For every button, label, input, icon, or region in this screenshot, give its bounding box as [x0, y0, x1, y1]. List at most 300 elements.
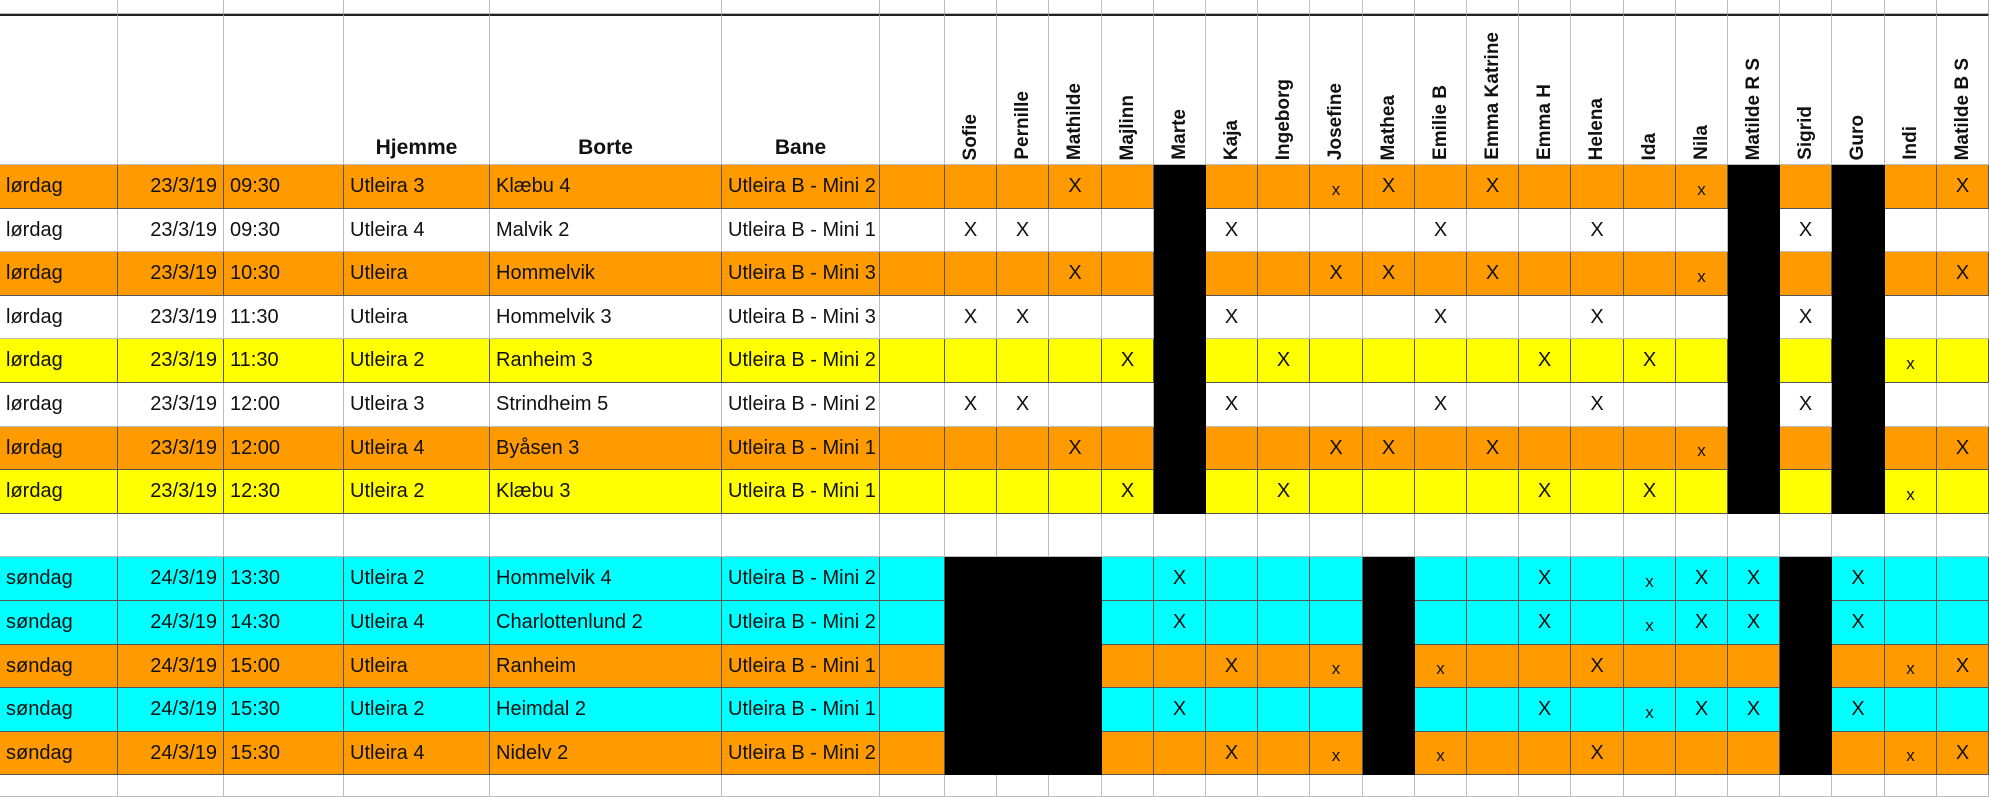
- attendance-cell[interactable]: [1780, 339, 1832, 383]
- away-team-cell[interactable]: [490, 296, 722, 339]
- bottom-gap-cell[interactable]: [1832, 775, 1885, 797]
- attendance-cell[interactable]: [1780, 252, 1832, 296]
- top-gap-cell[interactable]: [1154, 0, 1206, 14]
- attendance-cell[interactable]: [1780, 296, 1832, 339]
- time-cell[interactable]: [224, 339, 344, 383]
- attendance-cell[interactable]: [1363, 252, 1415, 296]
- day-cell[interactable]: [0, 339, 118, 383]
- attendance-cell[interactable]: [1676, 209, 1728, 252]
- attendance-cell[interactable]: [1832, 601, 1885, 645]
- attendance-cell[interactable]: [1519, 383, 1571, 427]
- away-team-cell[interactable]: [490, 209, 722, 252]
- date-cell[interactable]: [118, 470, 224, 514]
- attendance-cell[interactable]: [1676, 296, 1728, 339]
- attendance-cell[interactable]: [945, 252, 997, 296]
- top-gap-cell[interactable]: [997, 0, 1049, 14]
- bottom-gap-cell[interactable]: [1728, 775, 1780, 797]
- attendance-cell[interactable]: [1310, 165, 1363, 209]
- attendance-cell[interactable]: [1676, 427, 1728, 470]
- attendance-cell[interactable]: [1728, 470, 1780, 514]
- attendance-cell[interactable]: [1885, 470, 1937, 514]
- time-cell[interactable]: [224, 427, 344, 470]
- bottom-gap-cell[interactable]: [1102, 775, 1154, 797]
- attendance-cell[interactable]: [1780, 645, 1832, 688]
- spacer-cell[interactable]: [880, 514, 945, 557]
- bottom-gap-cell[interactable]: [1676, 775, 1728, 797]
- attendance-cell[interactable]: [1937, 383, 1989, 427]
- field-cell[interactable]: [722, 209, 880, 252]
- attendance-cell[interactable]: [997, 252, 1049, 296]
- player-header[interactable]: [1728, 14, 1780, 165]
- date-cell[interactable]: [118, 165, 224, 209]
- attendance-cell[interactable]: [1102, 557, 1154, 601]
- attendance-cell[interactable]: [1519, 165, 1571, 209]
- player-header[interactable]: [1310, 14, 1363, 165]
- bottom-gap-cell[interactable]: [1467, 775, 1519, 797]
- attendance-cell[interactable]: [997, 165, 1049, 209]
- player-header[interactable]: [945, 14, 997, 165]
- spacer-cell[interactable]: [880, 296, 945, 339]
- attendance-cell[interactable]: [1049, 645, 1102, 688]
- attendance-cell[interactable]: [1885, 557, 1937, 601]
- attendance-cell[interactable]: [997, 209, 1049, 252]
- date-cell[interactable]: [118, 645, 224, 688]
- attendance-cell[interactable]: [1571, 383, 1624, 427]
- attendance-cell[interactable]: [997, 557, 1049, 601]
- home-team-cell[interactable]: [344, 557, 490, 601]
- attendance-cell[interactable]: [1519, 339, 1571, 383]
- bottom-gap-cell[interactable]: [1154, 775, 1206, 797]
- field-cell[interactable]: [722, 339, 880, 383]
- attendance-cell[interactable]: [1832, 252, 1885, 296]
- bottom-gap-cell[interactable]: [1885, 775, 1937, 797]
- attendance-cell[interactable]: [1728, 209, 1780, 252]
- attendance-cell[interactable]: [945, 688, 997, 732]
- attendance-cell[interactable]: [1102, 470, 1154, 514]
- attendance-cell[interactable]: [1885, 601, 1937, 645]
- top-gap-cell[interactable]: [1624, 0, 1676, 14]
- attendance-cell[interactable]: [1728, 339, 1780, 383]
- day-cell[interactable]: [0, 732, 118, 775]
- bottom-gap-cell[interactable]: [118, 775, 224, 797]
- attendance-cell[interactable]: [1049, 296, 1102, 339]
- attendance-cell[interactable]: [1154, 339, 1206, 383]
- attendance-cell[interactable]: [1310, 209, 1363, 252]
- attendance-cell[interactable]: [1206, 339, 1258, 383]
- attendance-cell[interactable]: [1832, 557, 1885, 601]
- spacer-cell[interactable]: [880, 688, 945, 732]
- attendance-cell[interactable]: [997, 601, 1049, 645]
- player-header[interactable]: [1154, 14, 1206, 165]
- attendance-cell[interactable]: [1415, 645, 1467, 688]
- attendance-cell[interactable]: [1363, 557, 1415, 601]
- attendance-cell[interactable]: [1728, 732, 1780, 775]
- attendance-cell[interactable]: [1258, 470, 1310, 514]
- attendance-cell[interactable]: [1049, 470, 1102, 514]
- attendance-cell[interactable]: [1363, 732, 1415, 775]
- attendance-cell[interactable]: [1258, 252, 1310, 296]
- attendance-cell[interactable]: [1885, 732, 1937, 775]
- attendance-cell[interactable]: [1258, 427, 1310, 470]
- attendance-cell[interactable]: [1519, 427, 1571, 470]
- attendance-cell[interactable]: [1363, 427, 1415, 470]
- attendance-cell[interactable]: [1049, 557, 1102, 601]
- field-cell[interactable]: [722, 252, 880, 296]
- attendance-cell[interactable]: [1049, 688, 1102, 732]
- spacer-cell[interactable]: [880, 427, 945, 470]
- attendance-cell[interactable]: [1780, 165, 1832, 209]
- time-cell[interactable]: [224, 601, 344, 645]
- day-cell[interactable]: [0, 601, 118, 645]
- attendance-cell[interactable]: [1885, 339, 1937, 383]
- spacer-cell[interactable]: [880, 645, 945, 688]
- home-team-cell[interactable]: [344, 645, 490, 688]
- spacer-cell[interactable]: [880, 470, 945, 514]
- home-team-cell[interactable]: [344, 209, 490, 252]
- bottom-gap-cell[interactable]: [1258, 775, 1310, 797]
- attendance-cell[interactable]: [997, 427, 1049, 470]
- attendance-cell[interactable]: [1624, 165, 1676, 209]
- date-cell[interactable]: [118, 339, 224, 383]
- attendance-cell[interactable]: [1937, 296, 1989, 339]
- attendance-cell[interactable]: [1310, 601, 1363, 645]
- attendance-cell[interactable]: [1519, 209, 1571, 252]
- date-cell[interactable]: [118, 514, 224, 557]
- attendance-cell[interactable]: [1415, 427, 1467, 470]
- attendance-cell[interactable]: [1832, 732, 1885, 775]
- attendance-cell[interactable]: [1676, 252, 1728, 296]
- attendance-cell[interactable]: [1258, 339, 1310, 383]
- away-team-cell[interactable]: [490, 645, 722, 688]
- bottom-gap-cell[interactable]: [880, 775, 945, 797]
- time-cell[interactable]: [224, 514, 344, 557]
- day-cell[interactable]: [0, 470, 118, 514]
- attendance-cell[interactable]: [1832, 645, 1885, 688]
- away-team-cell[interactable]: [490, 732, 722, 775]
- attendance-cell[interactable]: [1728, 165, 1780, 209]
- attendance-cell[interactable]: [1415, 165, 1467, 209]
- attendance-cell[interactable]: [1206, 688, 1258, 732]
- attendance-cell[interactable]: [1780, 601, 1832, 645]
- attendance-cell[interactable]: [1885, 209, 1937, 252]
- bottom-gap-cell[interactable]: [1415, 775, 1467, 797]
- attendance-cell[interactable]: [1206, 165, 1258, 209]
- date-cell[interactable]: [118, 688, 224, 732]
- attendance-cell[interactable]: [1519, 645, 1571, 688]
- attendance-cell[interactable]: [1832, 514, 1885, 557]
- attendance-cell[interactable]: [945, 383, 997, 427]
- player-header[interactable]: [1780, 14, 1832, 165]
- attendance-cell[interactable]: [1937, 165, 1989, 209]
- attendance-cell[interactable]: [1676, 470, 1728, 514]
- attendance-cell[interactable]: [1519, 252, 1571, 296]
- time-cell[interactable]: [224, 383, 344, 427]
- attendance-cell[interactable]: [1415, 470, 1467, 514]
- attendance-cell[interactable]: [1676, 339, 1728, 383]
- attendance-cell[interactable]: [945, 514, 997, 557]
- attendance-cell[interactable]: [1885, 427, 1937, 470]
- attendance-cell[interactable]: [1258, 688, 1310, 732]
- player-header[interactable]: [1519, 14, 1571, 165]
- top-gap-cell[interactable]: [1676, 0, 1728, 14]
- attendance-cell[interactable]: [1937, 645, 1989, 688]
- attendance-cell[interactable]: [1102, 339, 1154, 383]
- attendance-cell[interactable]: [1102, 427, 1154, 470]
- attendance-cell[interactable]: [1467, 427, 1519, 470]
- attendance-cell[interactable]: [1728, 383, 1780, 427]
- attendance-cell[interactable]: [1154, 470, 1206, 514]
- top-gap-cell[interactable]: [1885, 0, 1937, 14]
- attendance-cell[interactable]: [1885, 296, 1937, 339]
- attendance-cell[interactable]: [1049, 383, 1102, 427]
- attendance-cell[interactable]: [1519, 514, 1571, 557]
- attendance-cell[interactable]: [1310, 514, 1363, 557]
- attendance-cell[interactable]: [1049, 339, 1102, 383]
- attendance-cell[interactable]: [1519, 470, 1571, 514]
- top-gap-cell[interactable]: [1049, 0, 1102, 14]
- bottom-gap-cell[interactable]: [1571, 775, 1624, 797]
- field-cell[interactable]: [722, 383, 880, 427]
- attendance-cell[interactable]: [945, 339, 997, 383]
- attendance-cell[interactable]: [1676, 645, 1728, 688]
- attendance-cell[interactable]: [1780, 383, 1832, 427]
- bottom-gap-cell[interactable]: [945, 775, 997, 797]
- attendance-cell[interactable]: [1832, 383, 1885, 427]
- attendance-cell[interactable]: [1676, 688, 1728, 732]
- attendance-cell[interactable]: [1363, 165, 1415, 209]
- away-team-cell[interactable]: [490, 427, 722, 470]
- attendance-cell[interactable]: [1832, 688, 1885, 732]
- attendance-cell[interactable]: [1102, 688, 1154, 732]
- date-cell[interactable]: [118, 601, 224, 645]
- attendance-cell[interactable]: [1571, 165, 1624, 209]
- attendance-cell[interactable]: [1258, 601, 1310, 645]
- attendance-cell[interactable]: [1415, 252, 1467, 296]
- home-team-cell[interactable]: [344, 514, 490, 557]
- field-cell[interactable]: [722, 514, 880, 557]
- attendance-cell[interactable]: [1832, 165, 1885, 209]
- attendance-cell[interactable]: [945, 645, 997, 688]
- attendance-cell[interactable]: [1310, 732, 1363, 775]
- attendance-cell[interactable]: [1049, 427, 1102, 470]
- attendance-cell[interactable]: [1154, 732, 1206, 775]
- attendance-cell[interactable]: [1415, 688, 1467, 732]
- header-hjemme[interactable]: [344, 14, 490, 165]
- top-gap-cell[interactable]: [880, 0, 945, 14]
- attendance-cell[interactable]: [1937, 514, 1989, 557]
- attendance-cell[interactable]: [997, 296, 1049, 339]
- bottom-gap-cell[interactable]: [722, 775, 880, 797]
- field-cell[interactable]: [722, 732, 880, 775]
- attendance-cell[interactable]: [1363, 470, 1415, 514]
- attendance-cell[interactable]: [1258, 732, 1310, 775]
- away-team-cell[interactable]: [490, 470, 722, 514]
- header-bane[interactable]: [722, 14, 880, 165]
- field-cell[interactable]: [722, 427, 880, 470]
- top-gap-cell[interactable]: [1780, 0, 1832, 14]
- top-gap-cell[interactable]: [224, 0, 344, 14]
- day-cell[interactable]: [0, 514, 118, 557]
- attendance-cell[interactable]: [1049, 514, 1102, 557]
- attendance-cell[interactable]: [1206, 645, 1258, 688]
- attendance-cell[interactable]: [945, 557, 997, 601]
- attendance-cell[interactable]: [1832, 427, 1885, 470]
- attendance-cell[interactable]: [1624, 339, 1676, 383]
- attendance-cell[interactable]: [1258, 557, 1310, 601]
- attendance-cell[interactable]: [1728, 296, 1780, 339]
- attendance-cell[interactable]: [1832, 339, 1885, 383]
- attendance-cell[interactable]: [1102, 732, 1154, 775]
- player-header[interactable]: [1049, 14, 1102, 165]
- date-cell[interactable]: [118, 209, 224, 252]
- bottom-gap-cell[interactable]: [1624, 775, 1676, 797]
- day-cell[interactable]: [0, 165, 118, 209]
- attendance-cell[interactable]: [1363, 296, 1415, 339]
- top-gap-cell[interactable]: [490, 0, 722, 14]
- attendance-cell[interactable]: [1310, 557, 1363, 601]
- spacer-cell[interactable]: [880, 165, 945, 209]
- attendance-cell[interactable]: [1624, 296, 1676, 339]
- attendance-cell[interactable]: [945, 209, 997, 252]
- attendance-cell[interactable]: [1102, 165, 1154, 209]
- attendance-cell[interactable]: [1937, 252, 1989, 296]
- attendance-cell[interactable]: [1102, 514, 1154, 557]
- attendance-cell[interactable]: [1624, 427, 1676, 470]
- attendance-cell[interactable]: [1363, 601, 1415, 645]
- attendance-cell[interactable]: [1310, 383, 1363, 427]
- attendance-cell[interactable]: [1363, 339, 1415, 383]
- away-team-cell[interactable]: [490, 688, 722, 732]
- attendance-cell[interactable]: [1206, 383, 1258, 427]
- attendance-cell[interactable]: [1571, 688, 1624, 732]
- away-team-cell[interactable]: [490, 557, 722, 601]
- attendance-cell[interactable]: [945, 601, 997, 645]
- home-team-cell[interactable]: [344, 470, 490, 514]
- attendance-cell[interactable]: [1832, 470, 1885, 514]
- attendance-cell[interactable]: [1780, 732, 1832, 775]
- attendance-cell[interactable]: [1049, 165, 1102, 209]
- time-cell[interactable]: [224, 209, 344, 252]
- attendance-cell[interactable]: [997, 688, 1049, 732]
- attendance-cell[interactable]: [1937, 339, 1989, 383]
- attendance-cell[interactable]: [1363, 383, 1415, 427]
- attendance-cell[interactable]: [1415, 732, 1467, 775]
- attendance-cell[interactable]: [1571, 645, 1624, 688]
- attendance-cell[interactable]: [1310, 296, 1363, 339]
- spacer-cell[interactable]: [880, 252, 945, 296]
- bottom-gap-cell[interactable]: [1363, 775, 1415, 797]
- attendance-cell[interactable]: [1206, 732, 1258, 775]
- bottom-gap-cell[interactable]: [344, 775, 490, 797]
- attendance-cell[interactable]: [1310, 470, 1363, 514]
- day-cell[interactable]: [0, 645, 118, 688]
- day-cell[interactable]: [0, 296, 118, 339]
- attendance-cell[interactable]: [1832, 296, 1885, 339]
- attendance-cell[interactable]: [1467, 470, 1519, 514]
- attendance-cell[interactable]: [1310, 339, 1363, 383]
- attendance-cell[interactable]: [1049, 252, 1102, 296]
- attendance-cell[interactable]: [1676, 165, 1728, 209]
- top-gap-cell[interactable]: [1258, 0, 1310, 14]
- attendance-cell[interactable]: [1258, 514, 1310, 557]
- time-cell[interactable]: [224, 645, 344, 688]
- time-cell[interactable]: [224, 296, 344, 339]
- attendance-cell[interactable]: [1728, 514, 1780, 557]
- attendance-cell[interactable]: [1676, 601, 1728, 645]
- attendance-cell[interactable]: [997, 470, 1049, 514]
- attendance-cell[interactable]: [1415, 514, 1467, 557]
- top-gap-cell[interactable]: [1937, 0, 1989, 14]
- attendance-cell[interactable]: [1780, 557, 1832, 601]
- attendance-cell[interactable]: [1885, 165, 1937, 209]
- attendance-cell[interactable]: [1571, 209, 1624, 252]
- day-cell[interactable]: [0, 383, 118, 427]
- player-header[interactable]: [1885, 14, 1937, 165]
- attendance-cell[interactable]: [1937, 688, 1989, 732]
- top-gap-cell[interactable]: [1310, 0, 1363, 14]
- away-team-cell[interactable]: [490, 514, 722, 557]
- attendance-cell[interactable]: [997, 514, 1049, 557]
- attendance-cell[interactable]: [1467, 296, 1519, 339]
- attendance-cell[interactable]: [1154, 252, 1206, 296]
- attendance-cell[interactable]: [1154, 688, 1206, 732]
- day-cell[interactable]: [0, 209, 118, 252]
- player-header[interactable]: [1102, 14, 1154, 165]
- bottom-gap-cell[interactable]: [490, 775, 722, 797]
- attendance-cell[interactable]: [1937, 470, 1989, 514]
- attendance-cell[interactable]: [1206, 470, 1258, 514]
- attendance-cell[interactable]: [1102, 209, 1154, 252]
- attendance-cell[interactable]: [997, 732, 1049, 775]
- bottom-gap-cell[interactable]: [1049, 775, 1102, 797]
- attendance-cell[interactable]: [1467, 383, 1519, 427]
- top-gap-cell[interactable]: [1467, 0, 1519, 14]
- player-header[interactable]: [1937, 14, 1989, 165]
- attendance-cell[interactable]: [1467, 688, 1519, 732]
- top-gap-cell[interactable]: [344, 0, 490, 14]
- attendance-cell[interactable]: [1467, 732, 1519, 775]
- attendance-cell[interactable]: [1780, 514, 1832, 557]
- top-gap-cell[interactable]: [722, 0, 880, 14]
- attendance-cell[interactable]: [1102, 252, 1154, 296]
- attendance-cell[interactable]: [1571, 732, 1624, 775]
- home-team-cell[interactable]: [344, 339, 490, 383]
- attendance-cell[interactable]: [997, 383, 1049, 427]
- attendance-cell[interactable]: [1676, 514, 1728, 557]
- header-borte[interactable]: [490, 14, 722, 165]
- bottom-gap-cell[interactable]: [1310, 775, 1363, 797]
- header-cell[interactable]: [118, 14, 224, 165]
- attendance-cell[interactable]: [1363, 645, 1415, 688]
- attendance-cell[interactable]: [1624, 645, 1676, 688]
- attendance-cell[interactable]: [1206, 296, 1258, 339]
- attendance-cell[interactable]: [1154, 645, 1206, 688]
- attendance-cell[interactable]: [1519, 557, 1571, 601]
- bottom-gap-cell[interactable]: [1519, 775, 1571, 797]
- attendance-cell[interactable]: [1206, 514, 1258, 557]
- player-header[interactable]: [1467, 14, 1519, 165]
- top-gap-cell[interactable]: [1415, 0, 1467, 14]
- player-header[interactable]: [997, 14, 1049, 165]
- field-cell[interactable]: [722, 688, 880, 732]
- attendance-cell[interactable]: [1415, 339, 1467, 383]
- attendance-cell[interactable]: [1467, 601, 1519, 645]
- attendance-cell[interactable]: [1415, 296, 1467, 339]
- player-header[interactable]: [1363, 14, 1415, 165]
- attendance-cell[interactable]: [1154, 209, 1206, 252]
- field-cell[interactable]: [722, 557, 880, 601]
- spacer-cell[interactable]: [880, 383, 945, 427]
